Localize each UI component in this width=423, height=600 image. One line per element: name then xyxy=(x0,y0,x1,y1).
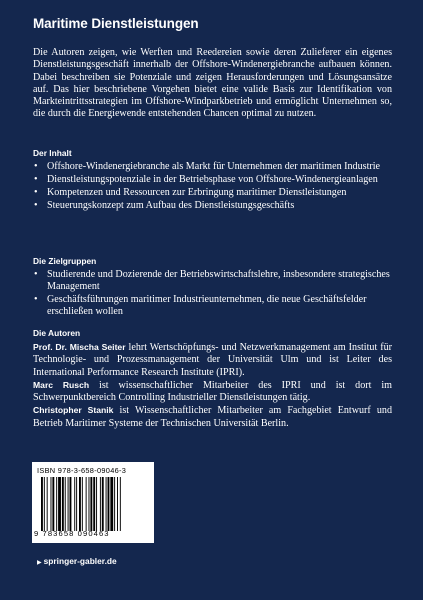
bullet-icon: • xyxy=(34,161,38,172)
barcode-bar xyxy=(41,477,43,531)
author-name: Marc Rusch xyxy=(33,379,90,390)
list-item: • Steuerungskonzept zum Aufbau des Dienstleistungsgeschäfts xyxy=(34,199,295,211)
isbn-barcode xyxy=(32,462,154,543)
barcode-bar xyxy=(82,477,83,531)
isbn-label: ISBN 978-3-658-09046-3 xyxy=(37,466,127,475)
bullet-icon: • xyxy=(34,173,38,185)
barcode-bar xyxy=(79,477,81,531)
list-item: • Dienstleistungspotenziale in der Betriebsphase von Offshore-Windenergieanlagen xyxy=(34,173,378,185)
bullet-icon: • xyxy=(34,269,38,280)
barcode-bar xyxy=(47,477,48,531)
barcode-bar xyxy=(117,477,118,531)
section-heading-autoren: Die Autoren xyxy=(33,328,81,338)
barcode-bar xyxy=(65,477,66,531)
list-item: • Kompetenzen und Ressourcen zur Erbringung maritimer Dienstleistungen xyxy=(34,186,347,198)
barcode-digits: 9 783658 090463 xyxy=(34,529,110,538)
author-name: Prof. Dr. Mischa Seiter xyxy=(33,342,126,352)
barcode-bar xyxy=(100,477,101,531)
bullet-icon: • xyxy=(34,294,38,306)
barcode-bar xyxy=(120,477,121,531)
barcode-bar xyxy=(56,477,57,531)
bullet-icon: • xyxy=(34,199,38,211)
barcode-bar xyxy=(68,477,69,531)
website-text: springer-gabler.de xyxy=(43,556,117,566)
author-entry: Christopher Stanik ist Wissenschaftlicher Mitarbeiter am Fachgebiet Entwurf und Betrieb Maritimer Systeme der Technischen Universität Berlin. xyxy=(33,405,392,429)
barcode-bar xyxy=(110,477,113,531)
barcode-bar xyxy=(51,477,52,531)
publisher-website xyxy=(37,556,117,566)
authors-block xyxy=(33,341,392,430)
list-item: • Geschäftsführungen maritimer Industrieunternehmen, die neue Geschäftsfelder erschließen wollen xyxy=(34,294,367,318)
barcode-bar xyxy=(93,477,95,531)
inhalt-list xyxy=(33,161,392,213)
barcode-bar xyxy=(102,477,104,531)
barcode-bar xyxy=(89,477,90,531)
author-entry: Marc Rusch ist wissenschaftlicher Mitarbeiter des IPRI und ist dort im Schwerpunktbereich Controlling Industrieller Dienstleistungen tätig. xyxy=(33,379,392,404)
section-heading-inhalt: Der Inhalt xyxy=(33,148,72,158)
barcode-bars xyxy=(41,477,145,531)
barcode-bar xyxy=(114,477,115,531)
barcode-bar xyxy=(44,477,45,531)
barcode-bar xyxy=(52,477,54,531)
bullet-icon: • xyxy=(34,186,38,198)
author-name: Christopher Stanik xyxy=(33,405,114,416)
author-entry: Prof. Dr. Mischa Seiter lehrt Wertschöpfungs- und Netzwerkmanagement am Institut für Technologie- und Prozessmanagement der Universität Ulm und ist Leiter des International Performance Research Institute (IPRI). xyxy=(33,342,392,378)
zielgruppen-list xyxy=(33,269,392,319)
list-item: • Offshore-Windenergiebranche als Markt für Unternehmen der maritimen Industrie xyxy=(34,161,381,172)
book-blurb: Die Autoren zeigen, wie Werften und Reedereien sowie deren Zulieferer ein eigenes Dienstleistungsgeschäft innerhalb der Offshore-Windenergiebranche aufbauen können. Dabei beschreiben sie Potenziale und zeigen Herausforderungen und Lösungsansätze auf. Das hier beschriebene Vorgehen bietet eine valide Basis zur Identifikation von Markteintrittsstrategien im Offshore-Windparkbetrieb und ermöglicht Unternehmen so, die durch die Energiewende entstehenden Chancen optimal zu nutzen. xyxy=(33,47,392,120)
book-title: Maritime Dienstleistungen xyxy=(33,16,199,31)
barcode-bar xyxy=(76,477,77,531)
barcode-bar xyxy=(62,477,64,531)
barcode-bar xyxy=(96,477,97,531)
barcode-bar xyxy=(90,477,92,531)
list-item: • Studierende und Dozierende der Betriebswirtschaftslehre, insbesondere strategisches Management xyxy=(34,269,390,293)
barcode-bar xyxy=(108,477,110,531)
barcode-bar xyxy=(86,477,87,531)
barcode-bar xyxy=(70,477,72,531)
barcode-bar xyxy=(58,477,61,531)
barcode-bar xyxy=(106,477,107,531)
triangle-right-icon: ▶ xyxy=(37,560,42,566)
section-heading-zielgruppen: Die Zielgruppen xyxy=(33,256,97,266)
barcode-bar xyxy=(74,477,75,531)
